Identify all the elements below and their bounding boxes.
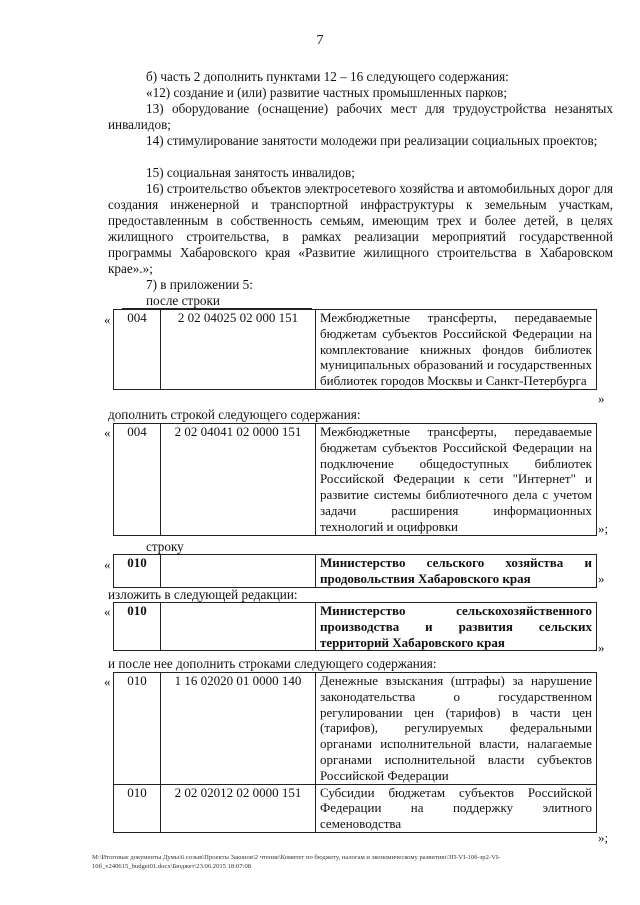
cell-code: 010 bbox=[114, 603, 161, 651]
cell-kbk bbox=[161, 555, 316, 588]
open-quote: « bbox=[104, 557, 111, 572]
table-row-4 bbox=[113, 602, 597, 651]
cell-kbk bbox=[161, 603, 316, 651]
cell-kbk: 1 16 02020 01 0000 140 bbox=[161, 673, 316, 785]
cell-kbk: 2 02 04041 02 0000 151 bbox=[161, 424, 316, 536]
cell-text: Министерство сельского хозяйства и продовольствия Хабаровского края bbox=[316, 555, 597, 588]
cell-code: 004 bbox=[114, 424, 161, 536]
label-after-add: и после нее дополнить строками следующего содержания: bbox=[108, 656, 437, 671]
open-quote: « bbox=[104, 604, 111, 619]
table-row-3 bbox=[113, 554, 597, 588]
intro-line-b: б) часть 2 дополнить пунктами 12 – 16 следующего содержания: bbox=[146, 69, 509, 84]
label-stroku: строку bbox=[146, 539, 184, 554]
cell-code: 004 bbox=[114, 310, 161, 390]
intro-item-16: 16) строительство объектов электросетевого хозяйства и автомобильных дорог для создания инженерной и транспортной инфраструктуры к земельным участкам, предоставленным в собственность семьям, имеющим трех и более детей, в целях жилищного строительства, в рамках реализации мероприятий государственной программы Хабаровского края «Развитие жилищного строительства в Хабаровском крае».»; bbox=[108, 181, 613, 276]
page-number: 7 bbox=[316, 33, 324, 48]
label-add-row: дополнить строкой следующего содержания: bbox=[108, 407, 361, 422]
cell-kbk: 2 02 04025 02 000 151 bbox=[161, 310, 316, 390]
open-quote: « bbox=[104, 674, 111, 689]
intro-annex-5: 7) в приложении 5: bbox=[146, 277, 253, 292]
table-row-2 bbox=[113, 423, 597, 536]
cell-text: Межбюджетные трансферты, передаваемые бюджетам субъектов Российской Федерации на комплектование книжных фондов библиотек муниципальных образований и государственных библиотек городов Москвы и Санкт-Петербурга bbox=[316, 310, 597, 390]
close-quote-semicolon: »; bbox=[598, 830, 609, 845]
table-row-1 bbox=[113, 309, 597, 390]
open-quote: « bbox=[104, 312, 111, 327]
open-quote: « bbox=[104, 425, 111, 440]
close-quote: » bbox=[598, 571, 605, 586]
label-edit: изложить в следующей редакции: bbox=[108, 587, 298, 602]
cell-kbk: 2 02 02012 02 0000 151 bbox=[161, 784, 316, 832]
cell-text: Денежные взыскания (штрафы) за нарушение законодательства о государственном регулировании цен (тарифов) в части цен (тарифов), регулируемых федеральными органами исполнительной власти, налагаемые органами исполнительной власти субъектов Российской Федерации bbox=[316, 673, 597, 785]
file-path-footer: M:\Итоговые документы Думы\6 созыв\Проекты Законов\2 чтение\Комитет по бюджету, налогам и экономическому развитию\ЗП-VI-10б-зр2-VI-10б_v240615_budget01.docx\Бюджет\23.06.2015 18:07:08 bbox=[92, 854, 501, 870]
table-rows-5-6 bbox=[113, 672, 597, 833]
cell-code: 010 bbox=[114, 555, 161, 588]
intro-item-15: 15) социальная занятость инвалидов; bbox=[146, 165, 355, 180]
label-after-row: после строки bbox=[146, 293, 220, 308]
intro-item-13: 13) оборудование (оснащение) рабочих мест для трудоустройства незанятых инвалидов; bbox=[108, 101, 613, 132]
cell-text: Межбюджетные трансферты, передаваемые бюджетам субъектов Российской Федерации на подключение общедоступных библиотек Российской Федерации к сети "Интернет" и развитие системы библиотечного дела с учетом задачи расширения информационных технологий и оцифровки bbox=[316, 424, 597, 536]
close-quote-semicolon: »; bbox=[598, 521, 609, 536]
cell-code: 010 bbox=[114, 673, 161, 785]
close-quote: » bbox=[598, 640, 605, 655]
cell-code: 010 bbox=[114, 784, 161, 832]
intro-item-14: 14) стимулирование занятости молодежи при реализации социальных проектов; bbox=[146, 133, 598, 148]
cell-text: Субсидии бюджетам субъектов Российской Федерации на поддержку элитного семеноводства bbox=[316, 784, 597, 832]
close-quote: » bbox=[598, 391, 605, 406]
cell-text: Министерство сельскохозяйственного производства и развития сельских территорий Хабаровского края bbox=[316, 603, 597, 651]
intro-item-12: «12) создание и (или) развитие частных промышленных парков; bbox=[146, 85, 508, 100]
